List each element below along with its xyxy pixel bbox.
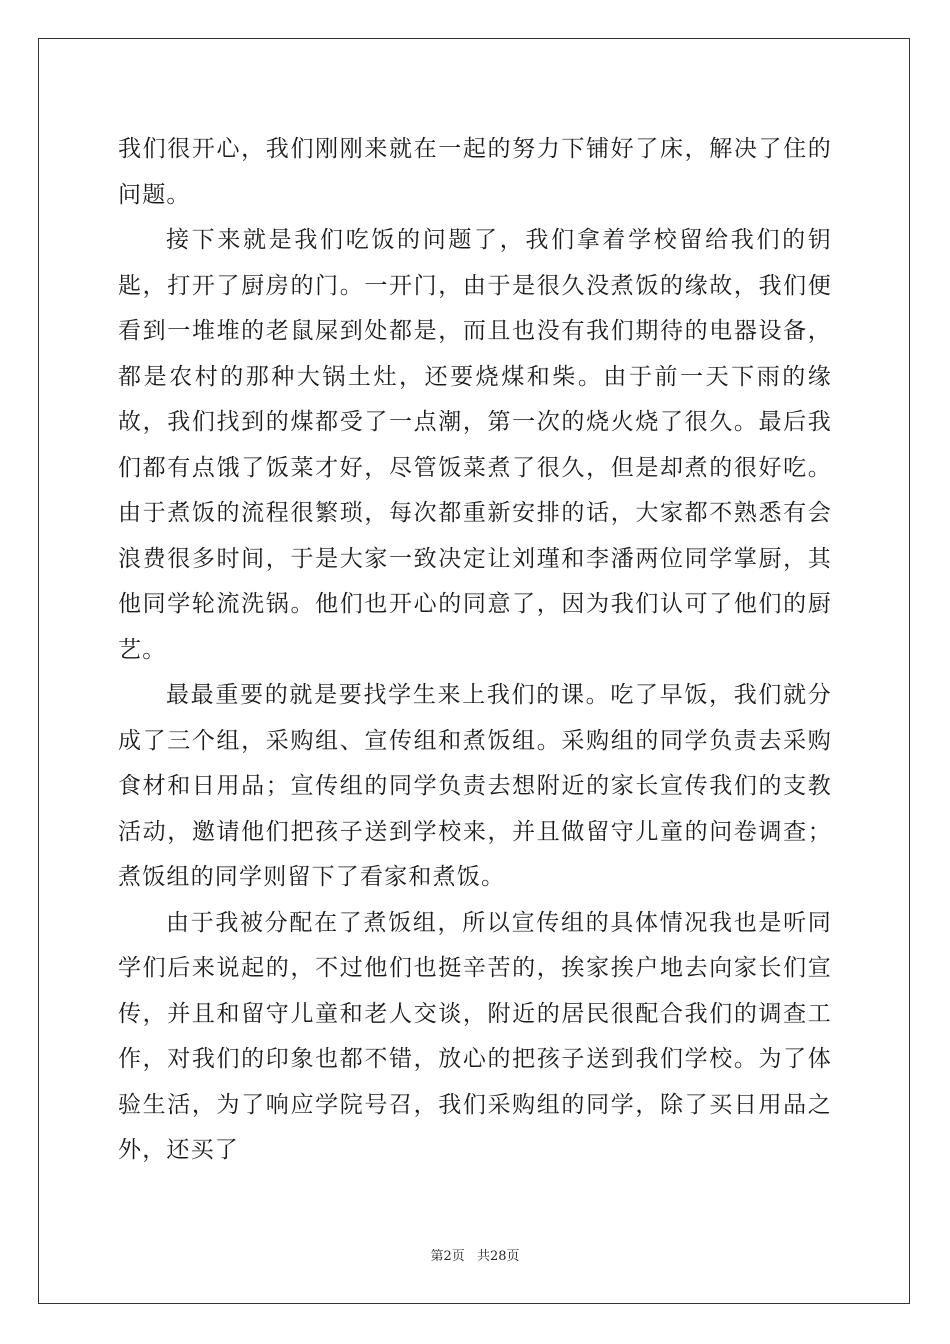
paragraph-2: 接下来就是我们吃饭的问题了，我们拿着学校留给我们的钥匙，打开了厨房的门。一开门，由于是很久没煮饭的缘故，我们便看到一堆堆的老鼠屎到处都是，而且也没有我们期待的电器设备，都是农村的那种大锅土灶，还要烧煤和柴。由于前一天下雨的缘故，我们找到的煤都受了一点潮，第一次的烧火烧了很久。最后我们都有点饿了饭菜才好，尽管饭菜煮了很久，但是却煮的很好吃。由于煮饭的流程很繁琐，每次都重新安排的话，大家都不熟悉有会浪费很多时间，于是大家一致决定让刘瑾和李潘两位同学掌厨，其他同学轮流洗锅。他们也开心的同意了，因为我们认可了他们的厨艺。 bbox=[118, 227, 832, 663]
paragraph-1: 我们很开心，我们刚刚来就在一起的努力下铺好了床，解决了住的问题。 bbox=[118, 136, 832, 208]
paragraph-4: 由于我被分配在了煮饭组，所以宣传组的具体情况我也是听同学们后来说起的，不过他们也挺辛苦的，挨家挨户地去向家长们宣传，并且和留守儿童和老人交谈，附近的居民很配合我们的调查工作，对我们的印象也都不错，放心的把孩子送到我们学校。为了体验生活，为了响应学院号召，我们采购组的同学，除了买日用品之外，还买了 bbox=[118, 909, 832, 1163]
document-body bbox=[118, 127, 832, 1174]
page-number: 第2页 bbox=[430, 1249, 465, 1264]
page-total: 共28页 bbox=[476, 1249, 520, 1264]
paragraph-3: 最最重要的就是要找学生来上我们的课。吃了早饭，我们就分成了三个组，采购组、宣传组和煮饭组。采购组的同学负责去采购食材和日用品；宣传组的同学负责去想附近的家长宣传我们的支教活动，邀请他们把孩子送到学校来，并且做留守儿童的问卷调查；煮饭组的同学则留下了看家和煮饭。 bbox=[118, 682, 832, 890]
page-footer bbox=[0, 1245, 950, 1264]
